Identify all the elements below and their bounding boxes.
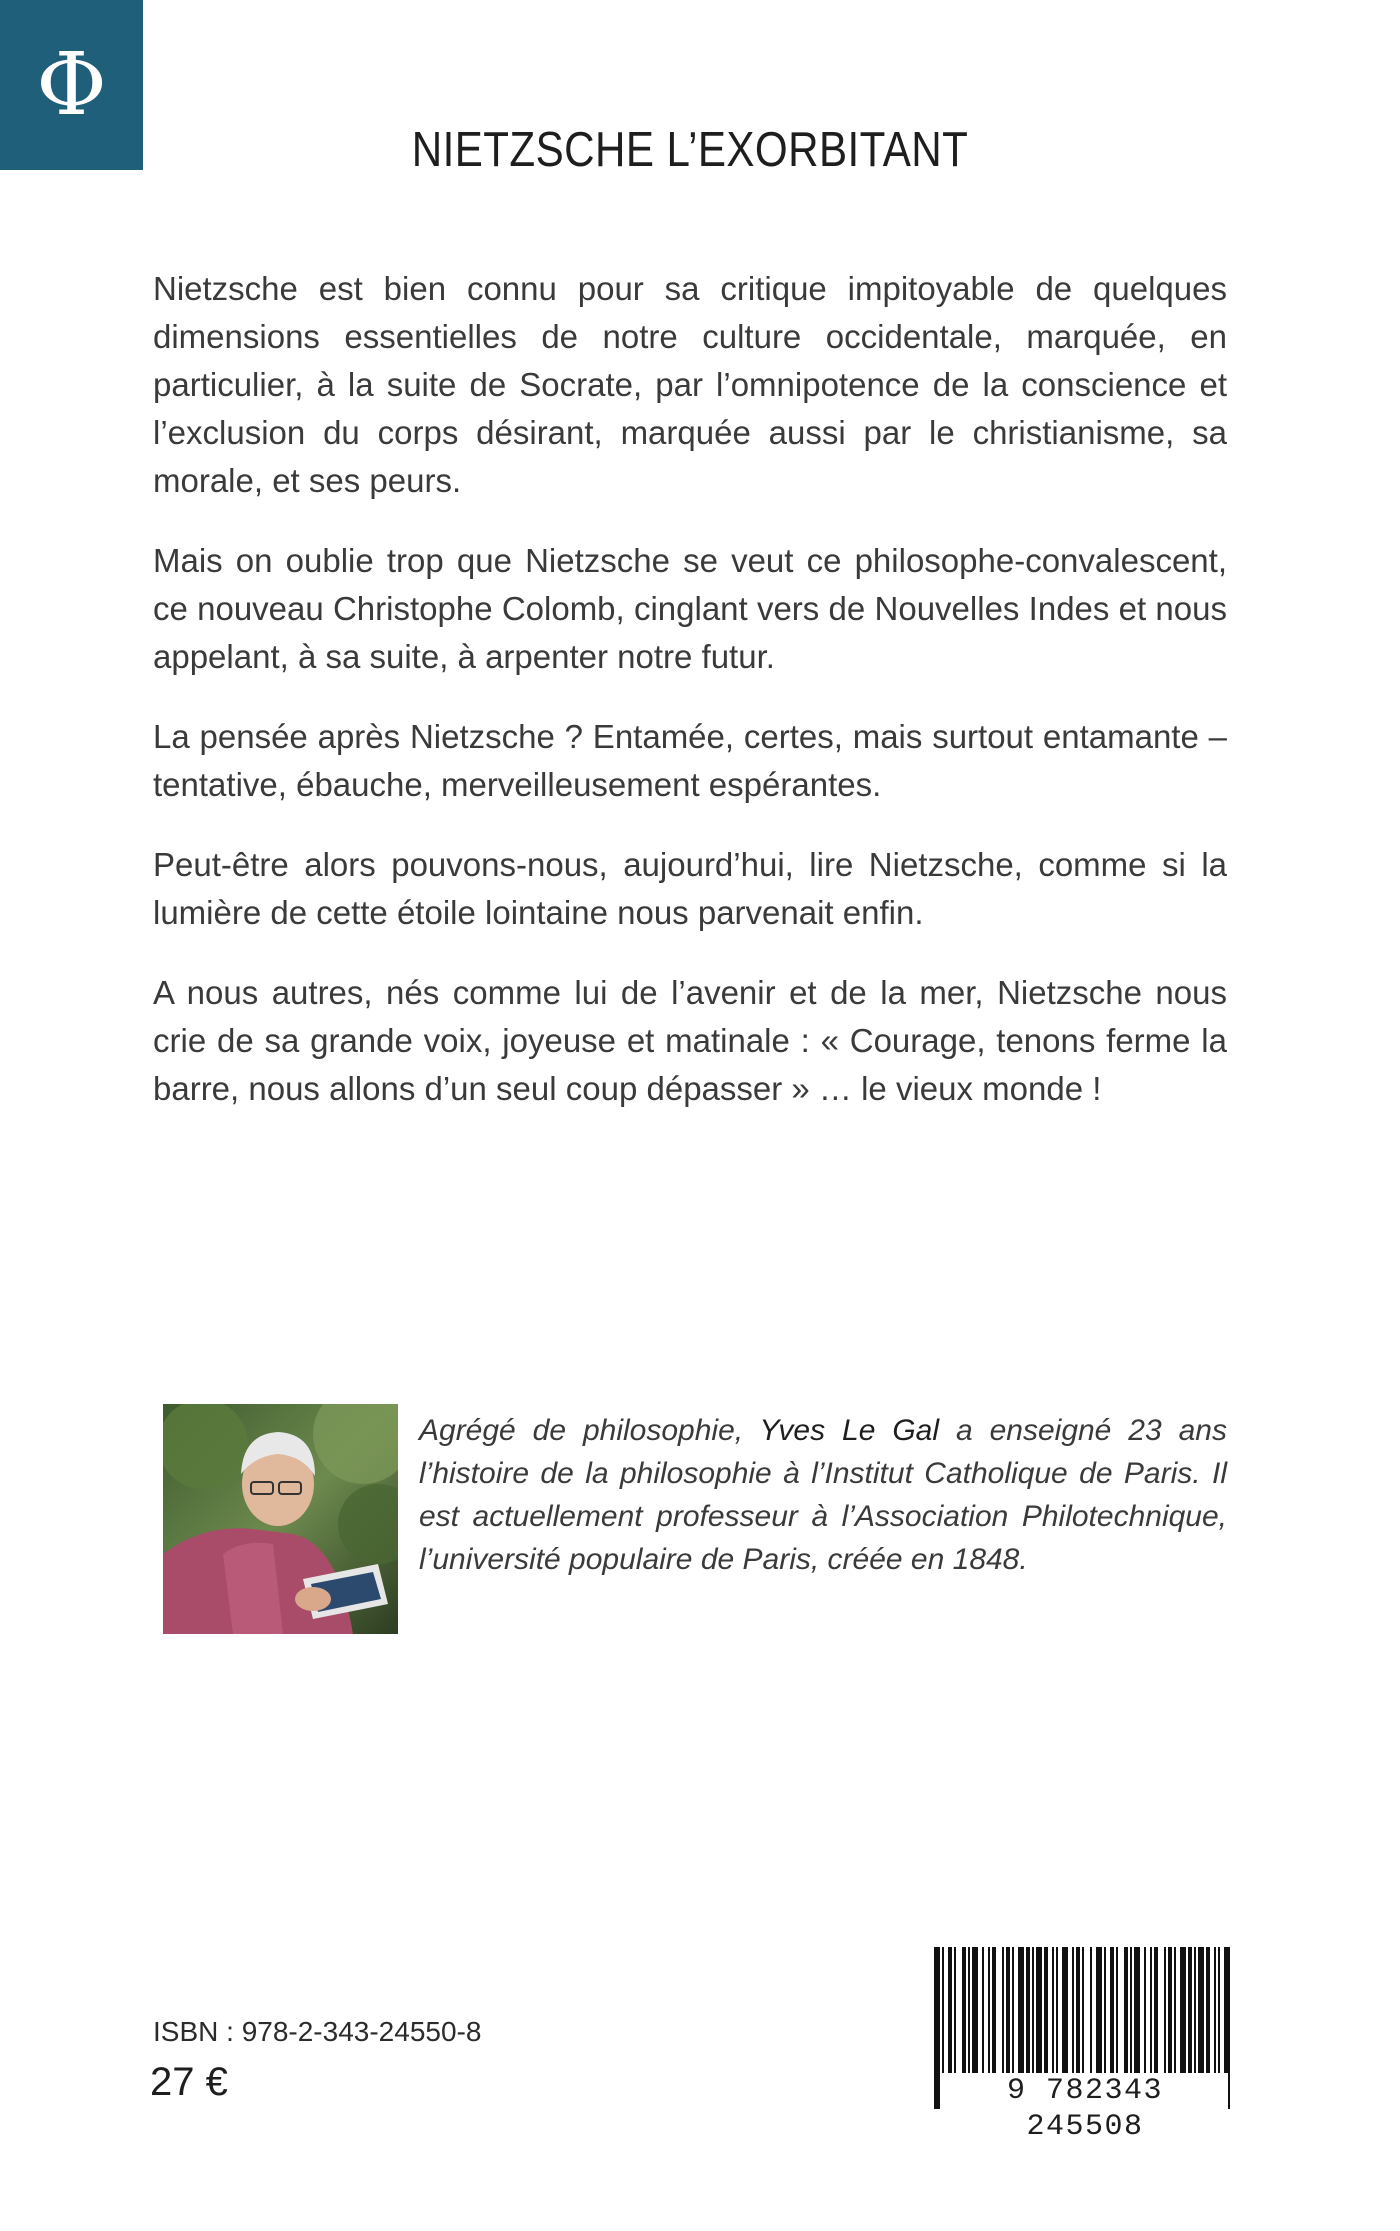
back-cover-text — [153, 265, 1227, 1145]
price: 27 € — [150, 2060, 228, 2104]
author-bio-prefix: Agrégé de philosophie, — [419, 1414, 760, 1447]
author-name: Yves Le Gal — [759, 1414, 940, 1447]
paragraph: Nietzsche est bien connu pour sa critique impitoyable de quelques dimensions essentielles de notre culture occidentale, marquée, en particulier, à la suite de Socrate, par l’omnipotence de la conscience et l’exclusion du corps désirant, marquée aussi par le christianisme, sa morale, et ses peurs. — [153, 270, 1227, 499]
author-bio-suffix: a enseigné 23 ans l’histoire de la philosophie à l’Institut Catholique de Paris. Il est actuellement professeur à l’Association Philotechnique, l’université populaire de Paris, créée en 1848. — [419, 1414, 1227, 1576]
paragraph: A nous autres, nés comme lui de l’avenir et de la mer, Nietzsche nous crie de sa grande voix, joyeuse et matinale : « Courage, tenons ferme la barre, nous allons d’un seul coup dépasser » … le vieux monde ! — [153, 974, 1227, 1107]
author-photo-image — [163, 1404, 398, 1634]
paragraph: Peut-être alors pouvons-nous, aujourd’hui, lire Nietzsche, comme si la lumière de cette étoile lointaine nous parvenait enfin. — [153, 846, 1227, 931]
phi-logo-icon: Φ — [36, 35, 107, 135]
isbn: ISBN : 978-2-343-24550-8 — [153, 2016, 482, 2047]
author-photo — [163, 1404, 398, 1634]
author-bio — [419, 1409, 1227, 1581]
paragraph: La pensée après Nietzsche ? Entamée, certes, mais surtout entamante – tentative, ébauche, merveilleusement espérantes. — [153, 718, 1227, 803]
book-title: NIETZSCHE L’EXORBITANT — [411, 123, 969, 177]
paragraph: Mais on oublie trop que Nietzsche se veut ce philosophe-convalescent, ce nouveau Christophe Colomb, cinglant vers de Nouvelles Indes et nous appelant, à sa suite, à arpenter notre futur. — [153, 542, 1227, 675]
barcode-digits: 9 782343 245508 — [942, 2073, 1228, 2145]
barcode-bar — [934, 1947, 940, 2109]
